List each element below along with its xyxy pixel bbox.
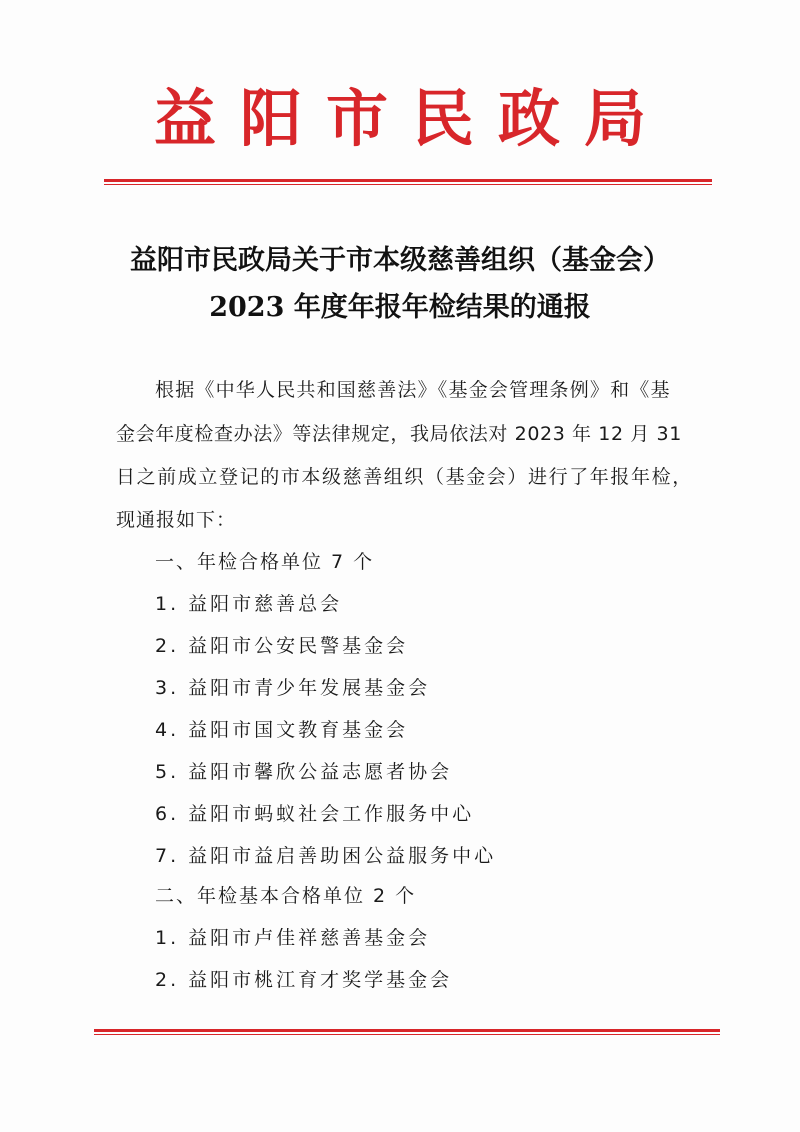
red-rule-thick xyxy=(104,179,712,182)
document-title-line-1: 益阳市民政局关于市本级慈善组织（基金会） xyxy=(130,245,670,276)
list-item: 5. 益阳市馨欣公益志愿者协会 xyxy=(155,761,453,783)
agency-masthead: 益阳市民政局 xyxy=(153,82,670,155)
list-item: 4. 益阳市国文教育基金会 xyxy=(155,719,409,741)
intro-line-3: 日之前成立登记的市本级慈善组织（基金会）进行了年报年检， xyxy=(116,466,693,488)
list-item: 6. 益阳市蚂蚁社会工作服务中心 xyxy=(155,803,475,825)
red-header-rule xyxy=(104,179,712,187)
red-rule-thin xyxy=(94,1034,720,1035)
red-footer-rule xyxy=(94,1029,720,1037)
list-item: 2. 益阳市公安民警基金会 xyxy=(155,635,409,657)
document-title-line-2: 2023 年度年报年检结果的通报 xyxy=(209,292,591,323)
section-heading-qualified: 一、年检合格单位 7 个 xyxy=(155,551,375,573)
list-item: 2. 益阳市桃江育才奖学基金会 xyxy=(155,969,453,991)
intro-line-4: 现通报如下： xyxy=(116,509,237,531)
intro-line-1: 根据《中华人民共和国慈善法》《基金会管理条例》和《基 xyxy=(155,379,671,401)
section-heading-basically-qualified: 二、年检基本合格单位 2 个 xyxy=(155,885,417,907)
red-rule-thin xyxy=(104,184,712,185)
intro-line-2: 金会年度检查办法》等法律规定，我局依法对 2023 年 12 月 31 xyxy=(116,423,682,445)
list-item: 1. 益阳市慈善总会 xyxy=(155,593,343,615)
list-item: 1. 益阳市卢佳祥慈善基金会 xyxy=(155,927,431,949)
list-item: 7. 益阳市益启善助困公益服务中心 xyxy=(155,845,497,867)
red-rule-thick xyxy=(94,1029,720,1032)
list-item: 3. 益阳市青少年发展基金会 xyxy=(155,677,431,699)
